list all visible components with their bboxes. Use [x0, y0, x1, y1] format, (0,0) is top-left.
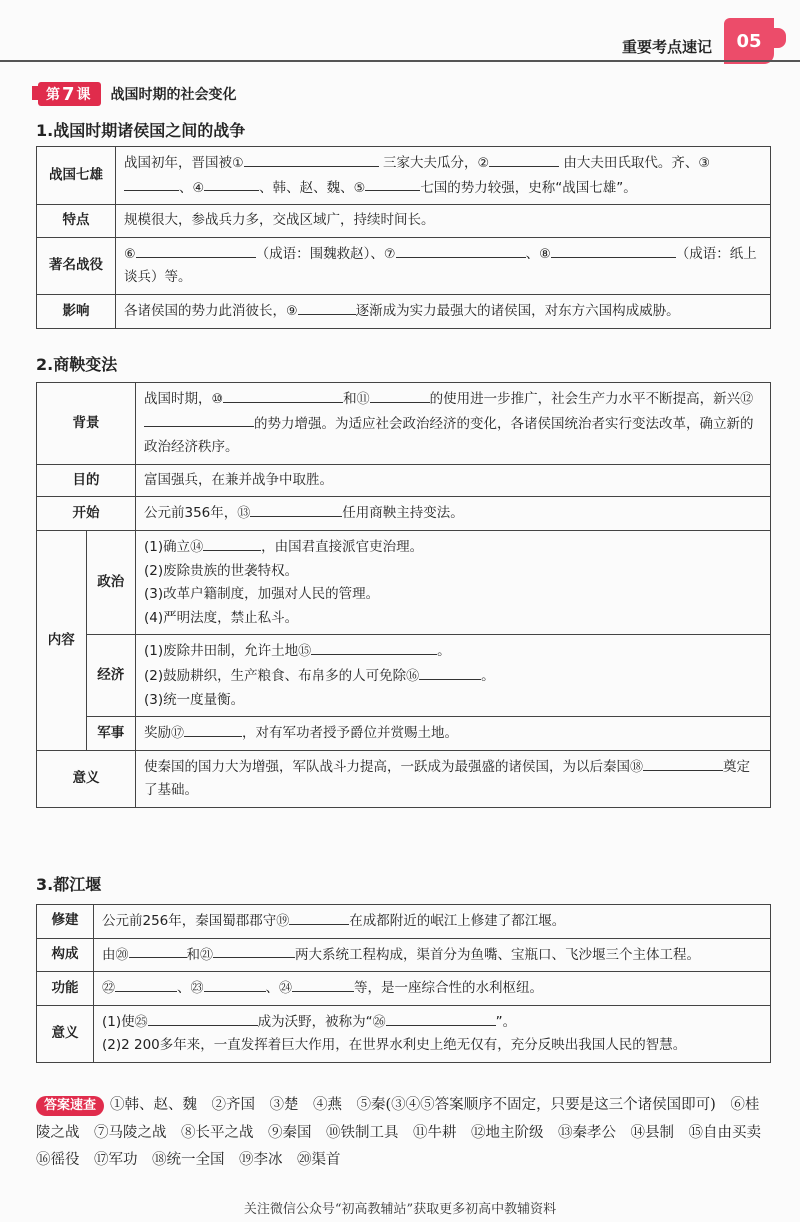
sub-head: 政治	[86, 530, 136, 634]
text: 的使用进一步推广，社会生产力水平不断提高，新兴	[429, 390, 741, 407]
text: 公元前256年，秦国蜀郡郡守	[102, 912, 277, 929]
blank-number: ㉔	[279, 981, 293, 997]
row-content	[94, 1005, 771, 1062]
table-row	[37, 295, 771, 329]
fill-blank[interactable]	[223, 387, 343, 403]
row-content: 规模很大，参战兵力多，交战区域广，持续时间长。	[116, 205, 771, 238]
sub-head: 经济	[86, 635, 136, 717]
text: 由大夫田氏取代。齐、	[563, 154, 699, 171]
fill-blank[interactable]	[148, 1010, 258, 1026]
fill-blank[interactable]	[489, 151, 559, 167]
footer-note: 关注微信公众号“初高教辅站”获取更多初高中教辅资料	[243, 1202, 557, 1217]
blank-number: ⑪	[356, 391, 370, 407]
row-head: 内容	[37, 530, 87, 750]
table-row	[37, 530, 771, 634]
list-item	[144, 639, 762, 664]
text: 使秦国的国力大为增强，军队战斗力提高，一跃成为最强盛的诸侯国，为以后秦国	[144, 758, 630, 775]
text: ，由国君直接派官吏治理。	[261, 538, 424, 555]
text: 两大系统工程构成，渠首分为鱼嘴、宝瓶口、飞沙堰三个主体工程。	[295, 946, 701, 963]
blank-number: ②	[477, 155, 490, 171]
table-row	[37, 972, 771, 1006]
fill-blank[interactable]	[289, 909, 349, 925]
text: 奠定了基础。	[144, 758, 751, 799]
blank-number: ㉖	[372, 1014, 386, 1030]
fill-blank[interactable]	[250, 501, 342, 517]
section1-table	[36, 146, 771, 329]
fill-blank[interactable]	[419, 664, 481, 680]
blank-number: ⑤	[353, 180, 366, 196]
blank-number: ⑭	[190, 539, 204, 555]
fill-blank[interactable]	[144, 412, 254, 428]
table-row	[37, 205, 771, 238]
table-row	[37, 750, 771, 807]
blank-number: ④	[192, 180, 205, 196]
fill-blank[interactable]	[311, 639, 437, 655]
row-content	[94, 905, 771, 939]
text: 战国时期，	[144, 390, 212, 407]
text: 和	[343, 390, 357, 407]
text: ”。	[495, 1013, 517, 1030]
blank-number: ⑦	[383, 246, 396, 262]
lesson-heading	[38, 82, 237, 106]
table-row	[37, 938, 771, 972]
blank-number: ㉓	[190, 981, 204, 997]
text: 各诸侯国的势力此消彼长，	[124, 302, 286, 319]
row-head: 影响	[37, 295, 116, 329]
fill-blank[interactable]	[370, 387, 430, 403]
row-content: 富国强兵，在兼并战争中取胜。	[136, 464, 771, 497]
blank-number: ㉒	[102, 981, 116, 997]
table-row	[37, 905, 771, 939]
table-row	[37, 1005, 771, 1062]
answer-key	[36, 1092, 776, 1175]
lesson-number: 7	[62, 83, 75, 105]
list-item: (3)改革户籍制度，加强对人民的管理。	[144, 586, 380, 603]
page-number-badge: 05	[724, 18, 774, 64]
text: 七国的势力较强，史称“战国七雄”。	[420, 179, 637, 196]
fill-blank[interactable]	[184, 721, 242, 737]
fill-blank[interactable]	[551, 242, 676, 258]
header-divider	[0, 60, 800, 62]
text: 等，是一座综合性的水利枢纽。	[354, 980, 544, 997]
table-row	[37, 635, 771, 717]
text: ，对有军功者授予爵位并赏赐土地。	[242, 725, 459, 742]
list-item: (4)严明法度，禁止私斗。	[144, 609, 299, 626]
section3-title: 3.都江堰	[36, 875, 102, 894]
sub-head: 军事	[86, 717, 136, 751]
row-head: 意义	[37, 1005, 94, 1062]
fill-blank[interactable]	[298, 299, 356, 315]
text: 、	[265, 980, 280, 997]
row-content	[116, 147, 771, 205]
text: 。	[481, 667, 495, 684]
row-head: 特点	[37, 205, 116, 238]
blank-number: ⑧	[539, 246, 551, 262]
blank-number: ㉕	[134, 1014, 148, 1030]
blank-number: ⑬	[237, 506, 251, 522]
text: 战国初年，晋国被	[124, 154, 232, 171]
text: 和	[186, 946, 201, 963]
text: (1)废除井田制，允许土地	[144, 643, 299, 660]
fill-blank[interactable]	[204, 176, 259, 192]
fill-blank[interactable]	[129, 943, 187, 959]
lesson-tag-suffix: 课	[76, 87, 91, 103]
blank-number: ③	[698, 155, 711, 171]
header-title: 重要考点速记	[621, 38, 712, 56]
fill-blank[interactable]	[292, 976, 354, 992]
row-content	[116, 295, 771, 329]
blank-number: ⑮	[298, 644, 312, 660]
lesson-tag-prefix: 第	[46, 87, 60, 103]
row-content	[136, 717, 771, 751]
blank-number: ⑲	[276, 913, 290, 929]
lesson-tag	[38, 82, 101, 106]
list-item	[144, 664, 762, 689]
fill-blank[interactable]	[244, 151, 379, 167]
fill-blank[interactable]	[124, 176, 179, 192]
text: （成语：围魏救赵）、	[255, 245, 384, 262]
section1-title: 1.战国时期诸侯国之间的战争	[36, 121, 246, 140]
row-content	[136, 530, 771, 634]
fill-blank[interactable]	[643, 755, 723, 771]
text: 由	[102, 946, 116, 963]
text: 公元前356年，	[144, 505, 238, 522]
row-head: 功能	[37, 972, 94, 1006]
row-head: 开始	[37, 497, 136, 531]
blank-number: ①	[232, 155, 244, 171]
table-row	[37, 147, 771, 205]
text: 三家大夫瓜分，	[382, 154, 478, 171]
row-content	[136, 635, 771, 717]
text: (1)确立	[144, 538, 191, 555]
blank-number: ⑯	[406, 668, 420, 684]
blank-number: ⑨	[286, 303, 298, 319]
row-head: 构成	[37, 938, 94, 972]
list-item: (2)2 200多年来，一直发挥着巨大作用，在世界水利史上绝无仅有，充分反映出我国人民的智慧。	[102, 1037, 687, 1054]
row-content	[136, 750, 771, 807]
text: 、韩、赵、魏、	[259, 179, 354, 196]
text: 任用商鞅主持变法。	[342, 505, 464, 522]
row-content	[94, 972, 771, 1006]
lesson-title: 战国时期的社会变化	[110, 87, 237, 103]
list-item: (2)废除贵族的世袭特权。	[144, 562, 299, 579]
row-head: 著名战役	[37, 237, 116, 294]
text: 奖励	[144, 725, 171, 742]
row-content	[136, 383, 771, 465]
text: 逐渐成为实力最强大的诸侯国，对东方六国构成威胁。	[355, 302, 680, 319]
table-row	[37, 237, 771, 294]
text: 、	[177, 980, 191, 997]
text: 在成都附近的岷江上修建了都江堰。	[349, 912, 566, 929]
blank-number: ㉑	[200, 947, 214, 963]
section3-table	[36, 904, 771, 1063]
row-head: 意义	[37, 750, 136, 807]
blank-number: ⑳	[115, 947, 129, 963]
table-row	[37, 383, 771, 465]
fill-blank[interactable]	[203, 535, 261, 551]
row-content	[94, 938, 771, 972]
answer-key-tag: 答案速查	[36, 1096, 104, 1116]
fill-blank[interactable]	[365, 176, 420, 192]
blank-number: ⑰	[171, 726, 185, 742]
row-head: 修建	[37, 905, 94, 939]
section2-table	[36, 382, 771, 808]
text: 的势力增强。为适应社会政治经济的变化，各诸侯国统治者实行变法改革，确立新的政治经济秩序。	[144, 415, 754, 456]
text: 、	[179, 179, 193, 196]
fill-blank[interactable]	[115, 976, 177, 992]
text: 成为沃野，被称为“	[257, 1013, 373, 1030]
table-row	[37, 464, 771, 497]
fill-blank[interactable]	[213, 943, 295, 959]
text: (1)使	[102, 1013, 135, 1030]
answer-key-text: ①韩、赵、魏 ②齐国 ③楚 ④燕 ⑤秦(③④⑤答案顺序不固定，只要是这三个诸侯国即可) ⑥桂陵之战 ⑦马陵之战 ⑧长平之战 ⑨秦国 ⑩铁制工具 ⑪牛耕 ⑫地主阶级 ⑬秦孝公 ⑭县制 ⑮自由买卖 ⑯徭役 ⑰军功 ⑱统一全国 ⑲李冰 ⑳渠首	[36, 1097, 776, 1169]
row-content	[136, 497, 771, 531]
fill-blank[interactable]	[204, 976, 266, 992]
blank-number: ⑫	[740, 391, 754, 407]
blank-number: ⑩	[211, 391, 224, 407]
fill-blank[interactable]	[386, 1010, 496, 1026]
row-head: 目的	[37, 464, 136, 497]
list-item	[144, 535, 762, 560]
fill-blank[interactable]	[136, 242, 256, 258]
text: (2)鼓励耕织，生产粮食、布帛多的人可免除	[144, 667, 407, 684]
text: 、	[525, 245, 540, 262]
row-head: 背景	[37, 383, 136, 465]
list-item: (3)统一度量衡。	[144, 691, 245, 708]
table-row	[37, 717, 771, 751]
table-row	[37, 497, 771, 531]
blank-number: ⑱	[630, 759, 644, 775]
text: 。	[437, 643, 451, 660]
blank-number: ⑥	[124, 246, 136, 262]
section2-title: 2.商鞅变法	[36, 355, 118, 374]
row-content	[116, 237, 771, 294]
text: （成语：纸上谈兵）等。	[124, 245, 757, 286]
row-head: 战国七雄	[37, 147, 116, 205]
list-item	[102, 1010, 762, 1035]
fill-blank[interactable]	[396, 242, 526, 258]
